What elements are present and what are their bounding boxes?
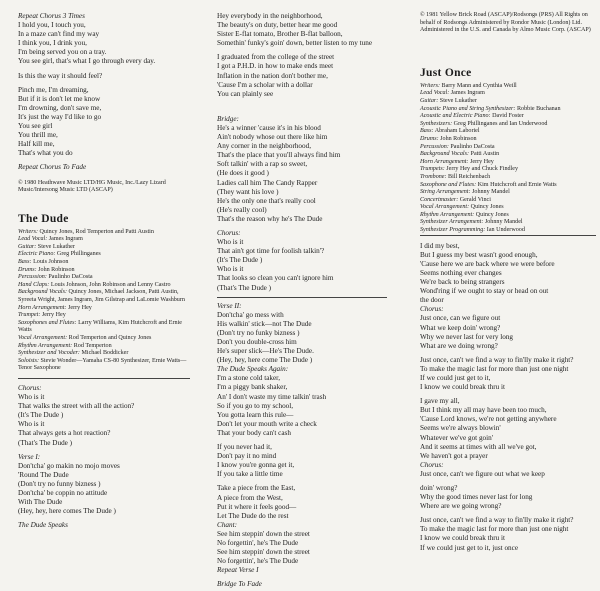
lyric-line: Why the good times never last for long (420, 493, 533, 502)
credit-names: Jerry Hey (468, 158, 494, 165)
song-credits (18, 229, 196, 373)
credit-role: Acoustic Piano and String Synthesizer: (420, 105, 516, 112)
column-left (18, 12, 196, 530)
lyric-line: With The Dude (18, 498, 63, 507)
lyric-line: (It's The Dude ) (18, 411, 64, 420)
lyric-line: Don'tcha' go makin no mojo moves (18, 461, 120, 470)
lyric-line: I know you're gonna get it, (217, 461, 295, 470)
credit-line (420, 174, 592, 182)
lyric-line: That looks so clean you can't ignore him (217, 274, 334, 283)
lyric-line: In a maze can't find my way (18, 30, 100, 39)
lyric-line: To make the magic last for more than just one night (420, 525, 569, 534)
lyric-line: That ain't got time for foolish talkin'? (217, 247, 325, 256)
credit-line (420, 121, 592, 129)
lyric-line: You can plainly see (217, 89, 274, 98)
lyric-line: Just once, can't we figure out what we keep (420, 469, 545, 478)
lyric-line: Who is it (217, 265, 244, 274)
lyric-line: (Don't try no funny bizness ) (18, 479, 101, 488)
lyrics-block (18, 384, 196, 530)
lyric-line: Put it where it feels good— (217, 502, 297, 511)
credit-names: Barry Mann and Cynthia Weill (439, 82, 517, 89)
lyrics-block (217, 115, 400, 293)
credit-names: Patti Austin (469, 151, 500, 158)
lyric-line: An' I don't waste my time talkin' trash (217, 392, 327, 401)
section-label: Chorus: (217, 228, 241, 237)
lyric-line: Sister E-flat tomato, Brother B-flat balloon, (217, 30, 343, 39)
lyric-line: I know we could break thru it (420, 383, 506, 392)
lyric-line: Seems nothing ever changes (420, 268, 502, 277)
credit-line (18, 244, 196, 252)
credit-line (18, 289, 196, 304)
credit-names: Jerry Hey and Chuck Findley (444, 166, 518, 173)
lyric-line: 'Cause Lord knows, we're not getting anywhere (420, 415, 557, 424)
lyric-line: But if it is don't let me know (18, 94, 101, 103)
credit-line (420, 128, 592, 136)
lyric-line: I'm a piggy bank shaker, (217, 383, 288, 392)
lyric-line: Don't you double-cross him (217, 338, 297, 346)
lyric-line: You see girl (18, 122, 53, 131)
credit-role: Concertmaster: (420, 196, 459, 203)
lyric-line: Somethin' funky's goin' down, better listen to my tune (217, 39, 373, 48)
credit-names: Ian Underwood (485, 227, 525, 234)
lyric-line: Just once, can we figure out (420, 314, 501, 323)
copyright-notice: © 1980 Heathwave Music LTD/HG Music, Inc./Lazy Lizard Music/Intersong Music LTD (ASCAP) (18, 179, 166, 194)
credit-line (420, 144, 592, 152)
song-credits (420, 83, 592, 235)
credit-line (420, 219, 592, 227)
lyric-line: Wond'ring if we ought to stay or head on out (420, 287, 549, 296)
credit-names: John Robinson (36, 266, 75, 273)
credit-role: Synthesizer Arrangement: (420, 219, 484, 226)
lyric-line: He's a winner 'cause it's in his blood (217, 123, 321, 132)
section-label: Chant: (217, 520, 237, 529)
credit-line (420, 212, 592, 220)
credit-names: Johnny Mandel (483, 219, 523, 226)
lyric-line: That's the place that you'll always find him (217, 151, 341, 160)
credit-role: Rhythm Arrangement: (18, 342, 73, 349)
lyric-line: No forgettin', he's The Dude (217, 557, 299, 566)
credit-role: Writers: (18, 228, 38, 235)
column-right (420, 12, 592, 553)
credit-names: James Ingram (47, 236, 83, 243)
lyric-line: Half kill me, (18, 140, 55, 149)
section-label: Chorus: (420, 460, 444, 469)
lyric-line: Who is it (18, 393, 45, 402)
divider (217, 297, 387, 298)
lyric-line: Ladies call him The Candy Rapper (217, 178, 318, 187)
credit-line (420, 197, 592, 205)
credit-line (18, 274, 196, 282)
section-label: Repeat Chorus To Fade (18, 163, 87, 172)
credit-role: Trumpets: (420, 166, 445, 173)
credit-line (420, 90, 592, 98)
section-label: The Dude Speaks (18, 521, 68, 530)
lyric-line: To make the magic last for more than just one night (420, 364, 569, 373)
credit-names: David Foster (490, 113, 524, 120)
credit-line (18, 358, 196, 373)
credit-names: James Ingram (449, 90, 485, 97)
credit-line (420, 113, 592, 121)
credit-names: Jerry Hey (66, 304, 92, 311)
lyric-line: Who is it (18, 420, 45, 429)
lyric-line: (That's The Dude ) (217, 283, 272, 292)
lyric-line: 'Cause I'm a scholar with a dollar (217, 80, 313, 89)
column-middle (217, 12, 400, 589)
lyric-line: What we keep doin' wrong? (420, 323, 501, 332)
lyric-line: the door (420, 296, 444, 305)
lyric-line: But I guess my best wasn't good enough, (420, 250, 538, 259)
lyric-line: Inflation in the nation don't bother me, (217, 71, 328, 80)
lyric-line: I hold you, I touch you, (18, 21, 86, 30)
credit-names: Bill Reichenbach (446, 173, 491, 180)
credit-names: Louis Johnson (31, 259, 69, 266)
lyric-line: Who is it (217, 238, 244, 247)
lyric-line: See him steppin' down the street (217, 529, 310, 538)
credit-role: Background Vocals: (420, 151, 470, 158)
lyric-line: Don't pay it no mind (217, 452, 277, 461)
lyric-line: I got a P.H.D. in how to make ends meet (217, 62, 334, 71)
lyric-line: Why we never last for very long (420, 332, 514, 341)
credit-role: Vocal Arrangement: (18, 335, 68, 341)
credit-role: Saxophones and Flutes: (18, 319, 77, 326)
credit-line (420, 159, 592, 167)
credit-line (420, 204, 592, 212)
divider (18, 378, 190, 379)
lyric-line: Is this the way it should feel? (18, 71, 103, 80)
credit-names: Gerald Vinci (458, 196, 491, 203)
credit-line (420, 136, 592, 144)
credit-role: Horn Arrangement: (420, 158, 469, 165)
credit-line (420, 151, 592, 159)
lyric-line: What are we doing wrong? (420, 341, 498, 350)
credit-line (18, 335, 196, 343)
credit-role: Trumpet: (18, 312, 41, 319)
lyric-line: (Hey, hey, here come The Dude ) (217, 356, 313, 365)
credit-names: Kim Hutchcroft and Ernie Watts (476, 181, 557, 188)
lyric-line: doin' wrong? (420, 484, 458, 492)
lyric-line: If you never had it, (217, 443, 272, 452)
lyrics-block (217, 12, 400, 99)
lyric-line: 'Cause here we are back where we were before (420, 259, 555, 268)
credit-names: John Robinson (438, 135, 477, 142)
lyric-line: Soft talkin' with a rap so sweet, (217, 160, 308, 169)
lyric-line: Hey everybody in the neighborhood, (217, 12, 323, 20)
lyric-line: I'm a stone cold taker, (217, 374, 281, 383)
lyric-line: That's the reason why he's The Dude (217, 214, 323, 223)
credit-role: Guitar: (420, 97, 439, 104)
credit-role: Electric Piano: (18, 251, 56, 258)
credit-line (18, 229, 196, 237)
credit-role: Guitar: (18, 243, 37, 250)
credit-role: Vocal Arrangement: (420, 204, 470, 211)
lyric-line: I'm being served you on a tray. (18, 48, 107, 57)
credit-line (18, 343, 196, 351)
credit-line (18, 350, 196, 358)
lyric-line: (It's The Dude ) (217, 256, 263, 265)
lyric-line: (He does it good ) (217, 169, 269, 178)
lyric-line: Pinch me, I'm dreaming, (18, 85, 89, 94)
credit-names: Jerry Hey (40, 312, 66, 319)
section-label: Verse I: (18, 452, 41, 461)
lyric-line: He's the only one that's really cool (217, 196, 316, 205)
credit-names: Greg Phillinganes (55, 251, 101, 258)
lyric-line: Where are we going wrong? (420, 502, 502, 511)
credit-names: Quincy Jones (474, 211, 509, 218)
credit-line (18, 236, 196, 244)
credit-names: Paulinho DaCosta (448, 143, 495, 150)
lyric-line: Let The Dude do the rest (217, 511, 289, 520)
lyric-line: I did my best, (420, 241, 460, 250)
credit-role: Writers: (420, 82, 440, 89)
lyric-line: The beauty's on duty, better hear me good (217, 21, 338, 30)
credit-names: Paulinho DaCosta (46, 274, 93, 281)
lyric-line: You see girl, that's what I go through every day. (18, 57, 156, 66)
lyric-line: That your body can't cash (217, 428, 291, 437)
lyric-line: It's just the way I'd like to go (18, 112, 102, 121)
lyric-line: No forgettin', he's The Dude (217, 538, 299, 547)
section-label: The Dude Speaks Again: (217, 365, 289, 374)
credit-line (420, 227, 592, 235)
lyric-line: His walkin' stick—not The Dude (217, 319, 312, 328)
copyright-notice: © 1981 Yellow Brick Road (ASCAP)/Rodsongs (PRS) All Rights on behalf of Rodsongs Administered by Rondor Music (London) Ltd. Administered in the U.S. and Canada by Almo Music Corp. (ASCAP) (420, 12, 591, 34)
credit-role: Drums: (420, 135, 439, 142)
credit-role: Lead Vocal: (18, 236, 48, 243)
credit-role: Soloists: (18, 357, 39, 364)
song-title: Just Once (420, 66, 472, 79)
lyric-line: I gave my all, (420, 397, 460, 406)
lyric-line: He's super slick—He's The Dude. (217, 347, 314, 356)
lyric-line: 'Round The Dude (18, 470, 69, 479)
lyric-line: See him steppin' down the street (217, 548, 310, 557)
section-label: Chorus: (420, 305, 444, 314)
lyrics-block (18, 12, 196, 173)
credit-names: Michael Boddicker (79, 350, 129, 357)
credit-role: Rhythm Arrangement: (420, 211, 475, 218)
credit-role: Percussion: (420, 143, 449, 150)
credit-role: Synthesizer Programming: (420, 227, 486, 234)
credit-role: Background Vocals: (18, 289, 68, 296)
credit-line (420, 189, 592, 197)
lyric-line: And it seems at times with all we've got, (420, 442, 537, 451)
lyric-line: (Hey, hey, here comes The Dude ) (18, 507, 116, 516)
credit-line (18, 251, 196, 259)
lyric-line: If we could just get to it, (420, 373, 491, 382)
lyric-line: If we could just get to it, just once (420, 543, 519, 552)
section-label: Repeat Chorus 3 Times (18, 12, 85, 20)
lyric-line: Any corner in the neighborhood, (217, 142, 312, 151)
lyric-line: So if you go to my school, (217, 401, 294, 410)
credit-role: String Arrangement: (420, 189, 471, 196)
credit-line (18, 259, 196, 267)
lyric-line: (Don't try no funky bizness ) (217, 328, 300, 337)
lyric-line: Take a piece from the East, (217, 484, 296, 493)
credit-names: Johnny Mandel (470, 189, 510, 196)
credit-line (18, 305, 196, 313)
lyric-line: But I think my all may have been too much, (420, 406, 547, 415)
credit-role: Percussion: (18, 274, 47, 281)
credit-names: Larry Williams, Kim Hutchcroft and Ernie Watts (18, 319, 182, 334)
lyric-line: I know we could break thru it (420, 534, 506, 543)
credit-role: Acoustic and Electric Piano: (420, 113, 491, 120)
credit-role: Lead Vocal: (420, 90, 450, 97)
lyric-line: Seems we're always blowin' (420, 424, 501, 433)
credit-names: Quincy Jones (469, 204, 504, 211)
section-label: Bridge To Fade (217, 580, 262, 589)
credit-names: Rod Temperton (72, 342, 112, 349)
lyric-line: You thrill me, (18, 131, 58, 140)
lyric-line: That walks the street with all the action? (18, 402, 135, 411)
credit-line (420, 83, 592, 91)
credit-names: Rod Temperton and Quincy Jones (67, 335, 152, 341)
section-label: Chorus: (18, 383, 42, 392)
lyric-line: (He's really cool) (217, 205, 267, 214)
credit-role: Bass: (18, 259, 32, 266)
lyric-line: That's what you do (18, 149, 73, 158)
lyric-line: A piece from the West, (217, 493, 283, 502)
lyrics-block (217, 302, 400, 590)
credit-role: Drums: (18, 266, 37, 273)
lyric-line: You gotta learn this rule— (217, 410, 294, 419)
credit-names: Steve Lukather (438, 97, 477, 104)
credit-line (18, 312, 196, 320)
credit-names: Robbie Buchanan (515, 105, 561, 112)
lyric-line: I think you, I drink you, (18, 39, 87, 48)
lyric-line: Don'tcha' be coppin no attitude (18, 489, 108, 497)
credit-names: Quincy Jones, Rod Temperton and Patti Austin (37, 228, 154, 235)
credit-names: Quincy Jones, Michael Jackson, Patti Austin, Syreeta Wright, James Ingram, Jim Gilstrap and LaLomie Washburn (18, 289, 185, 304)
lyric-line: Just once, can't we find a way to fin'lly make it right? (420, 516, 574, 525)
credit-line (420, 182, 592, 190)
credit-line (18, 267, 196, 275)
credit-line (420, 166, 592, 174)
credit-line (420, 98, 592, 106)
credit-line (18, 320, 196, 335)
credit-role: Trombone: (420, 173, 447, 180)
credit-line (420, 106, 592, 114)
credit-names: Greg Phillinganes and Ian Underwood (452, 120, 548, 127)
lyric-line: Don'tcha' go mess with (217, 310, 284, 319)
credit-role: Bass: (420, 128, 434, 135)
credit-role: Synthesizers: (420, 120, 453, 127)
lyric-line: We're back to being strangers (420, 278, 505, 287)
lyric-line: If you take a little time (217, 470, 283, 479)
divider (420, 235, 596, 236)
credit-role: Hand Claps: (18, 281, 50, 288)
song-title: The Dude (18, 212, 69, 225)
section-label: Bridge: (217, 114, 239, 123)
credit-names: Stevie Wonder—Yamaha CS-80 Synthesizer, Ernie Watts—Tenor Saxophone (18, 357, 187, 372)
lyric-line: Whatever we've got goin' (420, 433, 494, 442)
lyric-line: Just once, can't we find a way to fin'lly make it right? (420, 355, 574, 364)
section-label: Repeat Verse I (217, 566, 259, 575)
section-label: Verse II: (217, 301, 242, 310)
lyric-line: We haven't got a prayer (420, 451, 488, 460)
credit-names: Steve Lukather (36, 243, 75, 250)
lyric-line: Don't let your mouth write a check (217, 419, 317, 428)
lyric-line: (They want his love ) (217, 187, 279, 196)
credit-role: Horn Arrangement: (18, 304, 67, 311)
lyric-line: That always gets a hot reaction? (18, 429, 111, 438)
lyrics-block (420, 242, 592, 553)
credit-line (18, 282, 196, 290)
lyric-line: I graduated from the college of the street (217, 53, 335, 62)
credit-names: Abraham Laboriel (433, 128, 480, 135)
credit-role: Saxophone and Flutes: (420, 181, 477, 188)
lyric-line: I'm drowning, don't save me, (18, 103, 102, 112)
credit-names: Louis Johnson, John Robinson and Lenny Castro (49, 281, 171, 288)
lyric-line: (That's The Dude ) (18, 438, 73, 447)
lyric-line: Ain't nobody whose out there like him (217, 133, 328, 142)
credit-role: Synthesizer and Vocoder: (18, 350, 80, 357)
